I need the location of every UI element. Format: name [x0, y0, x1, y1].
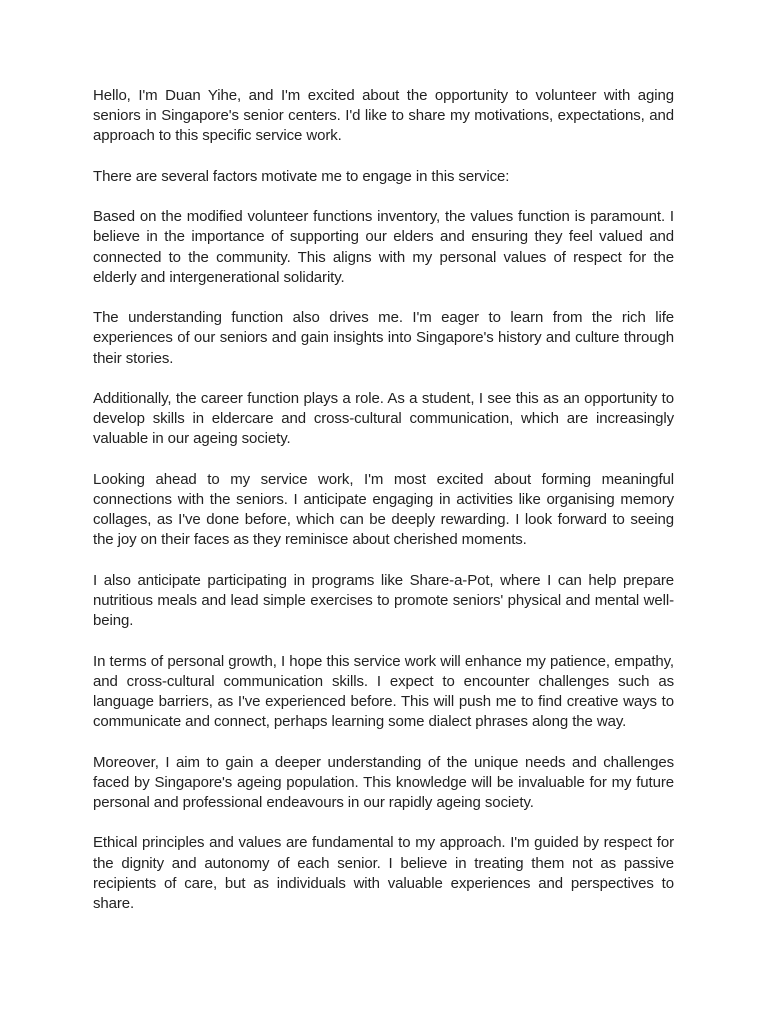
paragraph-personal-growth: In terms of personal growth, I hope this service work will enhance my patience, empathy, and cross-cultural communication skills. I expect to encounter challenges such as language barriers, as I've experienced before. This will push me to find creative ways to communicate and connect, perhaps learning some dialect phrases along the way.: [93, 652, 674, 731]
paragraph-ethical-principles: Ethical principles and values are fundamental to my approach. I'm guided by respect for the dignity and autonomy of each senior. I believe in treating them not as passive recipients of care, but as individuals with valuable experiences and perspectives to share.: [93, 834, 674, 912]
paragraph-share-a-pot: I also anticipate participating in programs like Share-a-Pot, where I can help prepare nutritious meals and lead simple exercises to promote seniors' physical and mental well-being.: [93, 571, 674, 630]
paragraph-meaningful-connections: Looking ahead to my service work, I'm most excited about forming meaningful connections with the seniors. I anticipate engaging in activities like organising memory collages, as I've done before, which can be deeply rewarding. I look forward to seeing the joy on their faces as they reminisce about cherished moments.: [93, 470, 674, 549]
paragraph-career-function: Additionally, the career function plays a role. As a student, I see this as an opportunity to develop skills in eldercare and cross-cultural communication, which are increasingly valuable in our ageing society.: [93, 389, 674, 448]
paragraph-values-function: Based on the modified volunteer functions inventory, the values function is paramount. I believe in the importance of supporting our elders and ensuring they feel valued and connected to the community. This aligns with my personal values of respect for the elderly and intergenerational solidarity.: [93, 208, 674, 286]
paragraph-deeper-understanding: Moreover, I aim to gain a deeper understanding of the unique needs and challenges faced by Singapore's ageing population. This knowledge will be invaluable for my future personal and professional endeavours in our rapidly ageing society.: [93, 753, 674, 811]
paragraph-introduction: Hello, I'm Duan Yihe, and I'm excited about the opportunity to volunteer with aging seniors in Singapore's senior centers. I'd like to share my motivations, expectations, and approach to this specific service work.: [93, 87, 674, 145]
document-page: [93, 86, 674, 934]
paragraph-motivation-intro: There are several factors motivate me to engage in this service:: [93, 167, 510, 185]
paragraph-understanding-function: The understanding function also drives me. I'm eager to learn from the rich life experiences of our seniors and gain insights into Singapore's history and culture through their stories.: [93, 309, 674, 367]
